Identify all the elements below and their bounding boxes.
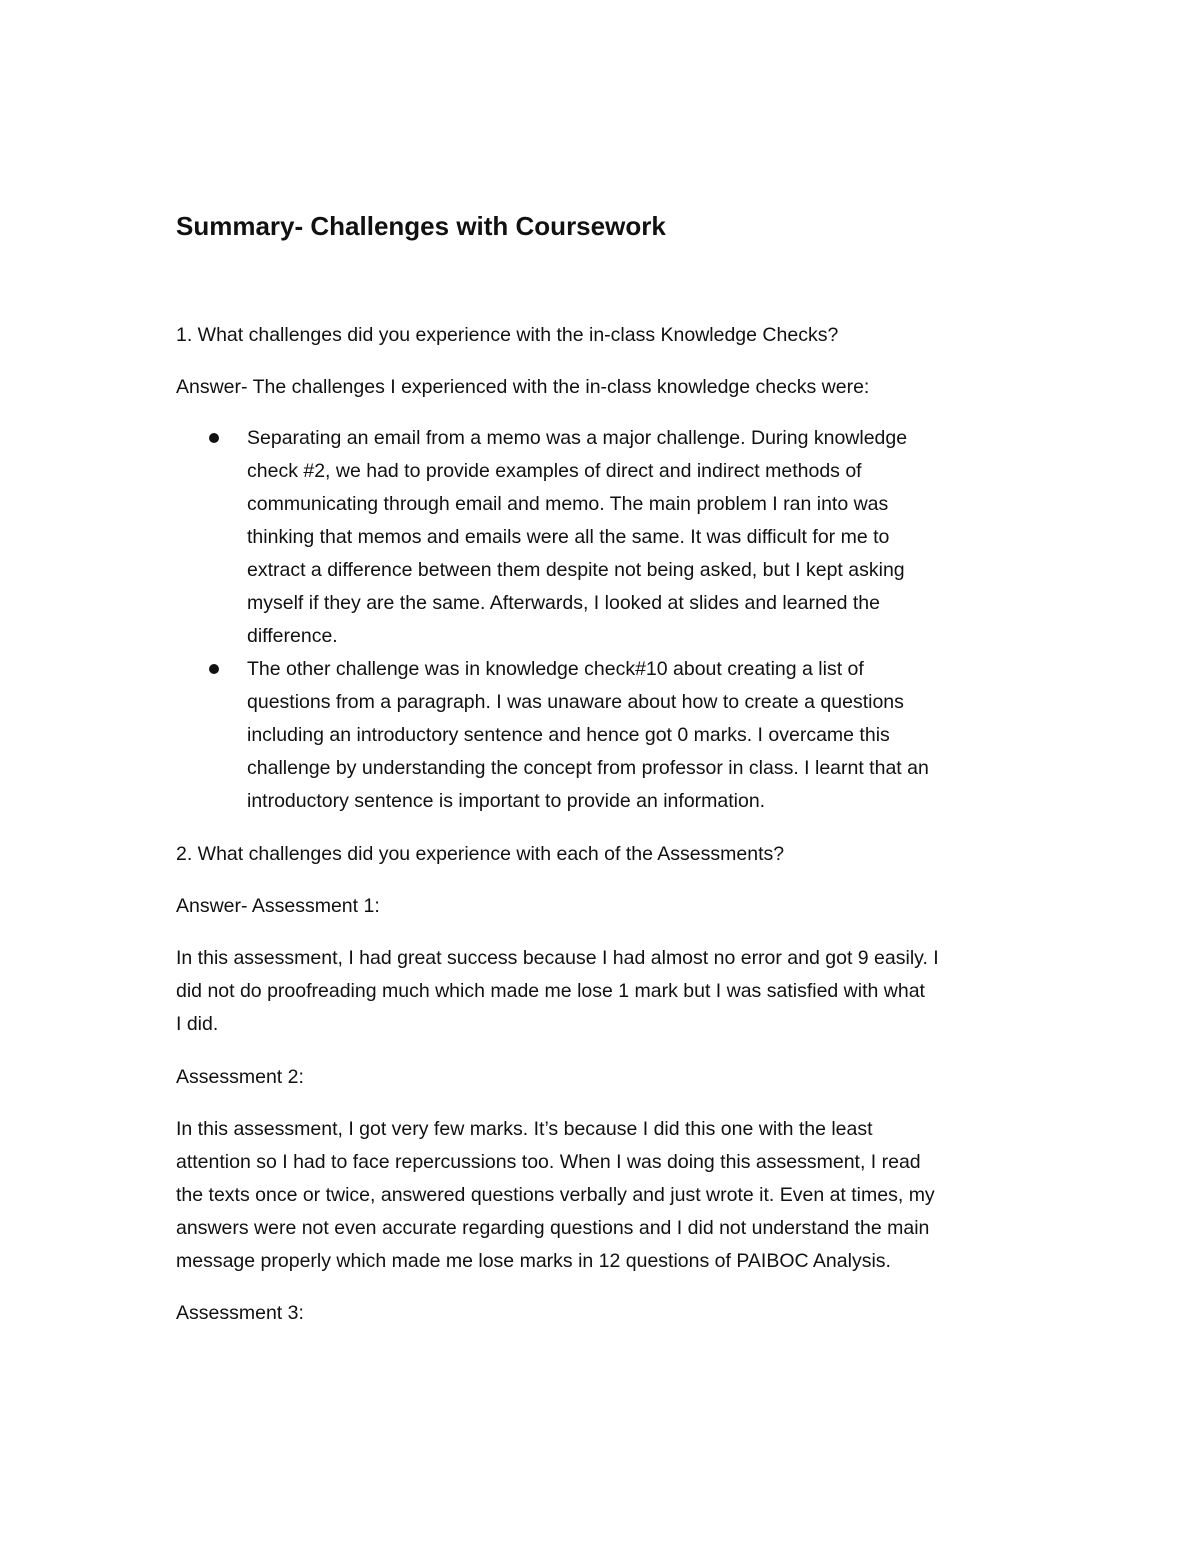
bullet-2-line: questions from a paragraph. I was unaware about how to create a questions — [247, 691, 904, 713]
document-title: Summary- Challenges with Coursework — [176, 211, 666, 241]
bullet-2-line: The other challenge was in knowledge check#10 about creating a list of — [247, 658, 864, 680]
bullet-1-line: Separating an email from a memo was a major challenge. During knowledge — [247, 427, 908, 449]
answer-1-intro: Answer- The challenges I experienced with the in-class knowledge checks were: — [176, 376, 870, 398]
assessment-1-label: Answer- Assessment 1: — [176, 895, 380, 917]
bullet-2-line: introductory sentence is important to provide an information. — [247, 790, 766, 812]
bullet-1-line: myself if they are the same. Afterwards, I looked at slides and learned the — [247, 592, 880, 614]
bullet-2-line: challenge by understanding the concept from professor in class. I learnt that an — [247, 757, 929, 779]
assessment-2-text-line: message properly which made me lose marks in 12 questions of PAIBOC Analysis. — [176, 1250, 891, 1272]
assessment-1-text-line: In this assessment, I had great success because I had almost no error and got 9 easily. I — [176, 947, 939, 969]
bullet-1-line: extract a difference between them despite not being asked, but I kept asking — [247, 559, 905, 581]
assessment-1-text-line: did not do proofreading much which made me lose 1 mark but I was satisfied with what — [176, 980, 925, 1002]
assessment-1-text-line: I did. — [176, 1013, 219, 1035]
question-1: 1. What challenges did you experience with the in-class Knowledge Checks? — [176, 324, 839, 346]
assessment-2-text-line: attention so I had to face repercussions too. When I was doing this assessment, I read — [176, 1151, 921, 1173]
bullet-1-line: communicating through email and memo. The main problem I ran into was — [247, 493, 889, 515]
bullet-dot-icon — [209, 433, 219, 443]
bullet-1-line: check #2, we had to provide examples of direct and indirect methods of — [247, 460, 862, 482]
assessment-2-label: Assessment 2: — [176, 1066, 304, 1088]
assessment-3-label: Assessment 3: — [176, 1302, 304, 1324]
bullet-1-line: thinking that memos and emails were all the same. It was difficult for me to — [247, 526, 890, 548]
question-2: 2. What challenges did you experience with each of the Assessments? — [176, 843, 785, 865]
assessment-2-text-line: answers were not even accurate regarding questions and I did not understand the main — [176, 1217, 930, 1239]
bullet-1-line: difference. — [247, 625, 338, 647]
bullet-2-line: including an introductory sentence and hence got 0 marks. I overcame this — [247, 724, 890, 746]
assessment-2-text-line: In this assessment, I got very few marks. It’s because I did this one with the least — [176, 1118, 873, 1140]
bullet-dot-icon — [209, 664, 219, 674]
assessment-2-text-line: the texts once or twice, answered questions verbally and just wrote it. Even at times, my — [176, 1184, 935, 1206]
